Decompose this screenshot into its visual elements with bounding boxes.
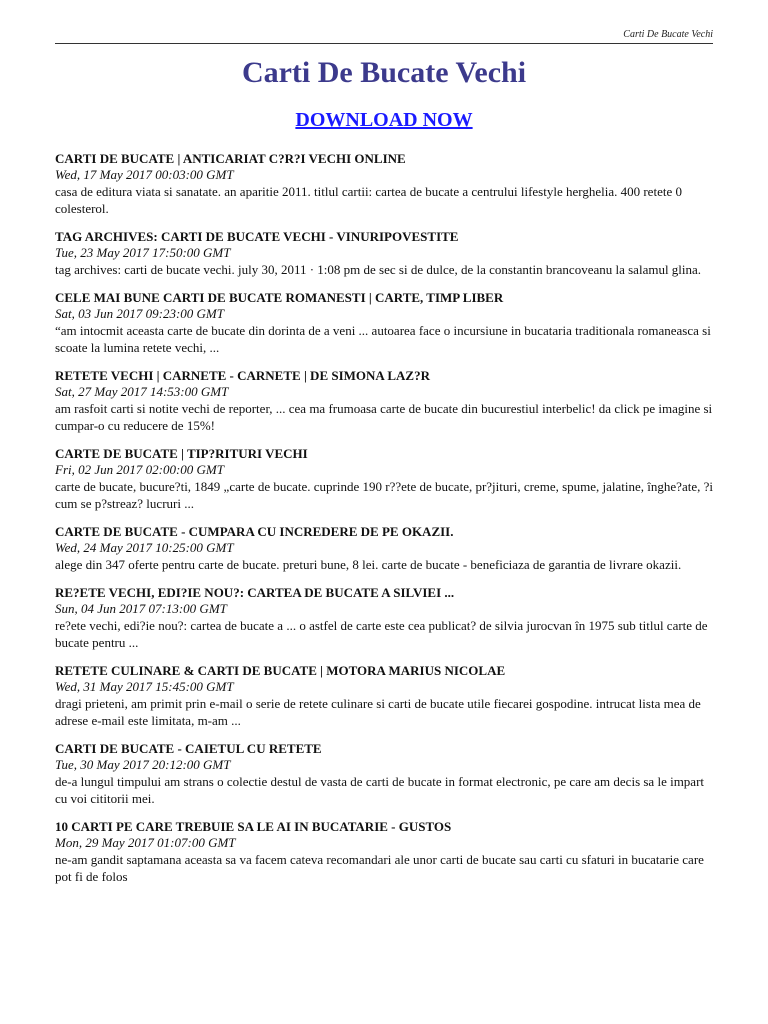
result-title: RETETE VECHI | CARNETE - CARNETE | DE SIMONA LAZ?R [55,368,430,383]
result-title: CARTI DE BUCATE - CAIETUL CU RETETE [55,741,322,756]
result-snippet: ne-am gandit saptamana aceasta sa va facem cateva recomandari ale unor carti de bucate sau carti cu sfaturi in bucatarie care pot fi de folos [55,852,704,884]
result-entry [55,151,715,217]
result-date: Wed, 31 May 2017 15:45:00 GMT [55,679,234,694]
result-title: CARTI DE BUCATE | ANTICARIAT C?R?I VECHI ONLINE [55,151,406,166]
result-title: CELE MAI BUNE CARTI DE BUCATE ROMANESTI | CARTE, TIMP LIBER [55,290,504,305]
result-snippet: alege din 347 oferte pentru carte de bucate. preturi bune, 8 lei. carte de bucate - beneficiaza de garantia de livrare okazii. [55,557,682,572]
result-title: RE?ETE VECHI, EDI?IE NOU?: CARTEA DE BUCATE A SILVIEI ... [55,585,455,600]
result-entry [55,585,715,651]
document-title: Carti De Bucate Vechi [241,56,527,89]
result-date: Wed, 17 May 2017 00:03:00 GMT [55,167,234,182]
result-title: TAG ARCHIVES: CARTI DE BUCATE VECHI - VINURIPOVESTITE [55,229,459,244]
result-date: Tue, 30 May 2017 20:12:00 GMT [55,757,231,772]
search-results-list [55,151,715,897]
result-entry [55,524,715,573]
result-title: 10 CARTI PE CARE TREBUIE SA LE AI IN BUCATARIE - GUSTOS [55,819,452,834]
result-entry [55,446,715,512]
result-title: CARTE DE BUCATE - CUMPARA CU INCREDERE DE PE OKAZII. [55,524,454,539]
result-snippet: casa de editura viata si sanatate. an aparitie 2011. titlul cartii: cartea de bucate a centrului lifestyle herghelia. 400 retete 0 colesterol. [55,184,682,216]
result-snippet: re?ete vechi, edi?ie nou?: cartea de bucate a ... o astfel de carte este cea publicat? de silvia jurocvan în 1975 sub titlul carte de bucate pentru ... [55,618,708,650]
result-date: Sat, 03 Jun 2017 09:23:00 GMT [55,306,224,321]
result-date: Fri, 02 Jun 2017 02:00:00 GMT [55,462,224,477]
result-entry [55,368,715,434]
result-snippet: am rasfoit carti si notite vechi de reporter, ... cea ma frumoasa carte de bucate din bucurestiul interbelic! da click pe imagine si cumpar-o cu reducere de 15%! [55,401,713,433]
result-date: Mon, 29 May 2017 01:07:00 GMT [55,835,236,850]
running-header: Carti De Bucate Vechi [623,29,713,40]
result-snippet: carte de bucate, bucure?ti, 1849 „carte de bucate. cuprinde 190 r??ete de bucate, pr?jituri, creme, spume, jalatine, înghe?ate, ?i cum se p?streaz? lucruri ... [55,479,713,511]
result-date: Sat, 27 May 2017 14:53:00 GMT [55,384,229,399]
result-entry [55,819,715,885]
result-date: Sun, 04 Jun 2017 07:13:00 GMT [55,601,227,616]
result-entry [55,229,715,278]
result-entry [55,663,715,729]
result-entry [55,741,715,807]
result-title: RETETE CULINARE & CARTI DE BUCATE | MOTORA MARIUS NICOLAE [55,663,506,678]
result-snippet: de-a lungul timpului am strans o colectie destul de vasta de carti de bucate in format electronic, pe care am decis sa le impart cu voi cititorii mei. [55,774,705,806]
download-now-link[interactable]: DOWNLOAD NOW [295,109,473,131]
result-date: Tue, 23 May 2017 17:50:00 GMT [55,245,231,260]
result-entry [55,290,715,356]
result-title: CARTE DE BUCATE | TIP?RITURI VECHI [55,446,308,461]
result-snippet: tag archives: carti de bucate vechi. july 30, 2011 · 1:08 pm de sec si de dulce, de la constantin brancoveanu la salamul glina. [55,262,702,277]
download-link-container [0,109,768,132]
result-date: Wed, 24 May 2017 10:25:00 GMT [55,540,234,555]
header-divider [55,43,713,44]
result-snippet: “am intocmit aceasta carte de bucate din dorinta de a veni ... autoarea face o incursiune in bucataria traditionala romaneasca si scoate la lumina retete vechi, ... [55,323,711,355]
result-snippet: dragi prieteni, am primit prin e-mail o serie de retete culinare si carti de bucate utile fiecarei gospodine. intrucat lista mea de adrese e-mail este limitata, m-am ... [55,696,701,728]
